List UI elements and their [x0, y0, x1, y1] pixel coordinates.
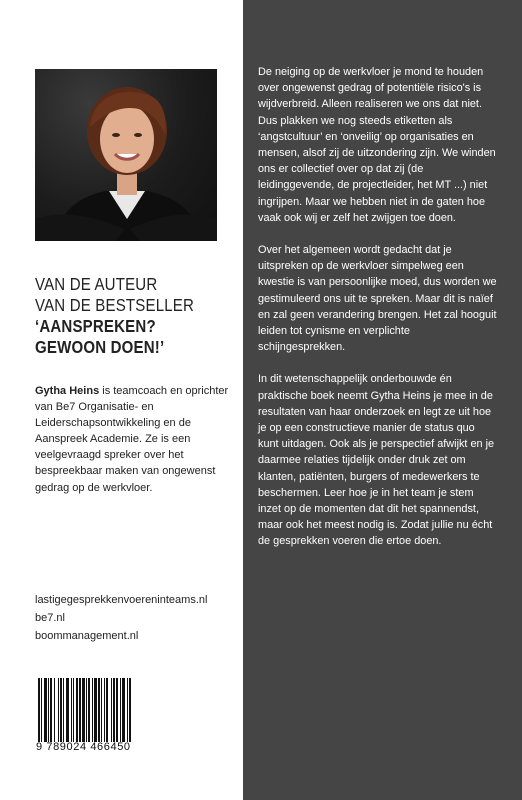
headline — [35, 274, 241, 358]
website-link-1: lastigegesprekkenvoereninteams.nl — [35, 594, 208, 606]
barcode — [36, 678, 166, 742]
headline-line-4: GEWOON DOEN!’ — [35, 337, 165, 357]
headline-line-3: ‘AANSPREKEN? — [35, 316, 156, 336]
headline-line-1: VAN DE AUTEUR — [35, 274, 158, 294]
website-link-3: boommanagement.nl — [35, 630, 139, 642]
blurb-text — [258, 64, 498, 566]
blurb-paragraph-3: In dit wetenschappelijk onderbouwde én praktische boek neemt Gytha Heins je mee in de resultaten van haar onderzoek en legt ze uit hoe je op een constructieve manier de status quo kunt uitdagen. Ook als je perspectief afwijkt en je daarmee relaties tijdelijk onder druk zet om klanten, patiënten, burgers of medewerkers te beschermen. Leer hoe je in het team je stem inzet op de momenten dat dit het spannendst, maar ook het meest nodig is. Zodat jullie nu écht de gesprekken voeren die ertoe doen. — [258, 373, 495, 548]
blurb-paragraph-1: De neiging op de werkvloer je mond te houden over ongewenst gedrag of potentiële risico's is wijdverbreid. Alleen realiseren we ons dat niet. Dus plakken we nog steeds etiketten als ‘angstcultuur’ en ‘onveilig’ op organisaties en mensen, alsof zij de uitzondering zijn. We winden ons er collectief over op dat zij (de leidinggevende, de projectleider, het MT ...) niet ingrijpen. Maar we hebben niet in de gaten hoe vaak ook wij er zelf het zwijgen toe doen. — [258, 66, 496, 224]
author-bio-text: is teamcoach en oprichter van Be7 Organisatie- en Leiderschapsontwikkeling en de Aanspreek Academie. Ze is een veelgevraagd spreker over het bespreekbaar maken van ongewenst gedrag op de werkvloer. — [35, 385, 229, 494]
headline-line-2: VAN DE BESTSELLER — [35, 295, 195, 315]
author-portrait-illustration — [35, 69, 217, 241]
author-photo — [35, 69, 217, 241]
author-name: Gytha Heins — [35, 385, 100, 397]
website-link-2: be7.nl — [35, 612, 65, 624]
website-links — [35, 591, 240, 645]
isbn-number: 9 789024 466450 — [36, 741, 131, 753]
blurb-paragraph-2: Over het algemeen wordt gedacht dat je uitspreken op de werkvloer simpelweg een kwestie is van persoonlijke moed, dus worden we gestimuleerd ons uit te spreken. Maar dit is naïef en zal geen verandering brengen. Het zal hooguit leiden tot cynisme en verplichte schijngesprekken. — [258, 244, 497, 354]
author-bio — [35, 383, 235, 496]
